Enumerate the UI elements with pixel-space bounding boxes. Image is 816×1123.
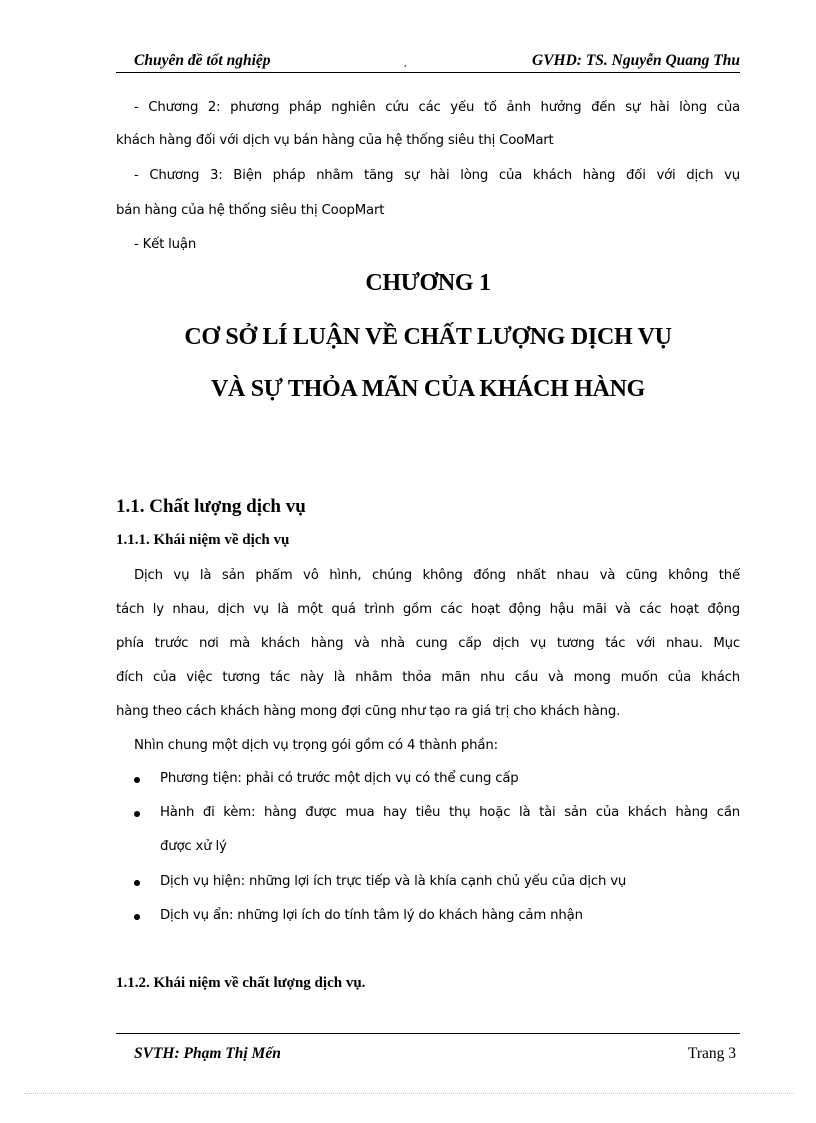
list-item: Dịch vụ hiện: những lợi ích trực tiếp và là khía cạnh chủ yếu của dịch vụ xyxy=(160,874,627,889)
header-document-type: Chuyên đề tốt nghiệp xyxy=(134,52,271,69)
footer-rule xyxy=(116,1033,740,1034)
header-rule xyxy=(116,72,740,73)
list-intro: Nhìn chung một dịch vụ trọng gói gồm có 4 thành phần: xyxy=(134,738,498,753)
subsection-heading-1-1-1: 1.1.1. Khái niệm về dịch vụ xyxy=(116,532,290,548)
page-number: Trang 3 xyxy=(687,1045,736,1062)
list-item: Hành đi kèm: hàng được mua hay tiêu thụ hoặc là tài sản của khách hàng cần xyxy=(160,805,740,820)
bullet-icon xyxy=(134,777,140,783)
header-mark: , xyxy=(404,58,407,69)
bullet-icon xyxy=(134,880,140,886)
bullet-icon xyxy=(134,914,140,920)
paragraph-line: hàng theo cách khách hàng mong đợi cũng như tạo ra giá trị cho khách hàng. xyxy=(116,704,621,719)
conclusion-line: - Kết luận xyxy=(134,237,197,252)
subsection-heading-1-1-2: 1.1.2. Khái niệm về chất lượng dịch vụ. xyxy=(116,975,366,991)
list-item: Dịch vụ ẩn: những lợi ích do tính tâm lý do khách hàng cảm nhận xyxy=(160,908,583,923)
header-advisor: GVHD: TS. Nguyễn Quang Thu xyxy=(532,52,740,69)
section-heading: 1.1. Chất lượng dịch vụ xyxy=(116,496,306,517)
chapter2-line1: - Chương 2: phương pháp nghiên cứu các yếu tố ảnh hưởng đến sự hài lòng của xyxy=(134,100,740,115)
chapter-title-line1: CƠ SỞ LÍ LUẬN VỀ CHẤT LƯỢNG DỊCH VỤ xyxy=(184,324,672,350)
paragraph-line: tách ly nhau, dịch vụ là một quá trình gồm các hoạt động hậu mãi và các hoạt động xyxy=(116,602,740,617)
footer-student: SVTH: Phạm Thị Mến xyxy=(134,1045,281,1062)
chapter-number: CHƯƠNG 1 xyxy=(365,270,491,296)
list-item: Phương tiện: phải có trước một dịch vụ có thể cung cấp xyxy=(160,771,519,786)
chapter-title-line2: VÀ SỰ THỎA MÃN CỦA KHÁCH HÀNG xyxy=(211,376,645,402)
paragraph-line: phía trước nơi mà khách hàng và nhà cung cấp dịch vụ tương tác với nhau. Mục xyxy=(116,636,740,651)
chapter3-line1: - Chương 3: Biện pháp nhằm tăng sự hài lòng của khách hàng đối với dịch vụ xyxy=(134,168,740,183)
page-edge-divider xyxy=(24,1093,794,1094)
list-item-continuation: được xử lý xyxy=(160,839,227,854)
page-header xyxy=(116,50,740,72)
bullet-icon xyxy=(134,811,140,817)
page-footer xyxy=(116,1045,740,1067)
chapter3-line2: bán hàng của hệ thống siêu thị CoopMart xyxy=(116,203,385,218)
paragraph-line: Dịch vụ là sản phẩm vô hình, chúng không đồng nhất nhau và cũng không thể xyxy=(134,568,740,583)
chapter2-line2: khách hàng đối với dịch vụ bán hàng của hệ thống siêu thị CooMart xyxy=(116,133,554,148)
paragraph-line: đích của việc tương tác này là nhằm thỏa mãn nhu cầu và mong muốn của khách xyxy=(116,670,740,685)
